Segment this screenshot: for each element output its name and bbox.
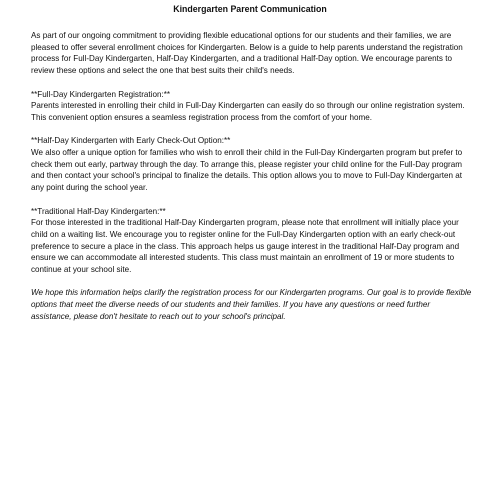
section-heading: **Full-Day Kindergarten Registration:**: [31, 89, 171, 99]
intro-paragraph: As part of our ongoing commitment to providing flexible educational options for our students and their families, we are pleased to offer several enrollment choices for Kindergarten. Below is a guide to help parents understand the registration process for Full-Day Kindergarten, Half-Day Kindergarten, and a traditional Half-Day option. We encourage parents to review these options and select the one that best suits their child's needs.: [31, 31, 463, 76]
section-half-day-early-checkout: [31, 135, 472, 194]
section-text: We also offer a unique option for families who wish to enroll their child in the Full-Day Kindergarten program but prefer to check them out early, partway through the day. To arrange this, please register your child online for the Full-Day program and then contact your school's principal to finalize the details. This option allows you to move to Full-Day Kindergarten at any point during the school year.: [31, 148, 463, 193]
section-traditional-half-day: [31, 206, 472, 276]
section-text: For those interested in the traditional Half-Day Kindergarten program, please note that enrollment will initially place your child on a waiting list. We encourage you to register online for the Full-Day Kindergarten option with an early check-out preference to secure a place in the class. This approach helps us gauge interest in the traditional Half-Day program and ensure we can accommodate all interested students. This class must maintain an enrollment of 19 or more students to continue at your school site.: [31, 218, 460, 275]
section-heading: **Traditional Half-Day Kindergarten:**: [31, 206, 166, 216]
section-full-day: [31, 89, 472, 124]
document-title: Kindergarten Parent Communication: [173, 4, 327, 14]
closing-paragraph: We hope this information helps clarify the registration process for our Kindergarten programs. Our goal is to provide flexible options that meet the diverse needs of our students and their families. If you have any questions or need further assistance, please don't hesitate to reach out to your school's principal.: [31, 288, 472, 321]
document-body: [31, 30, 472, 334]
section-heading: **Half-Day Kindergarten with Early Check-Out Option:**: [31, 136, 231, 146]
section-text: Parents interested in enrolling their child in Full-Day Kindergarten can easily do so through our online registration system. This convenient option ensures a seamless registration process from the comfort of your home.: [31, 101, 465, 122]
